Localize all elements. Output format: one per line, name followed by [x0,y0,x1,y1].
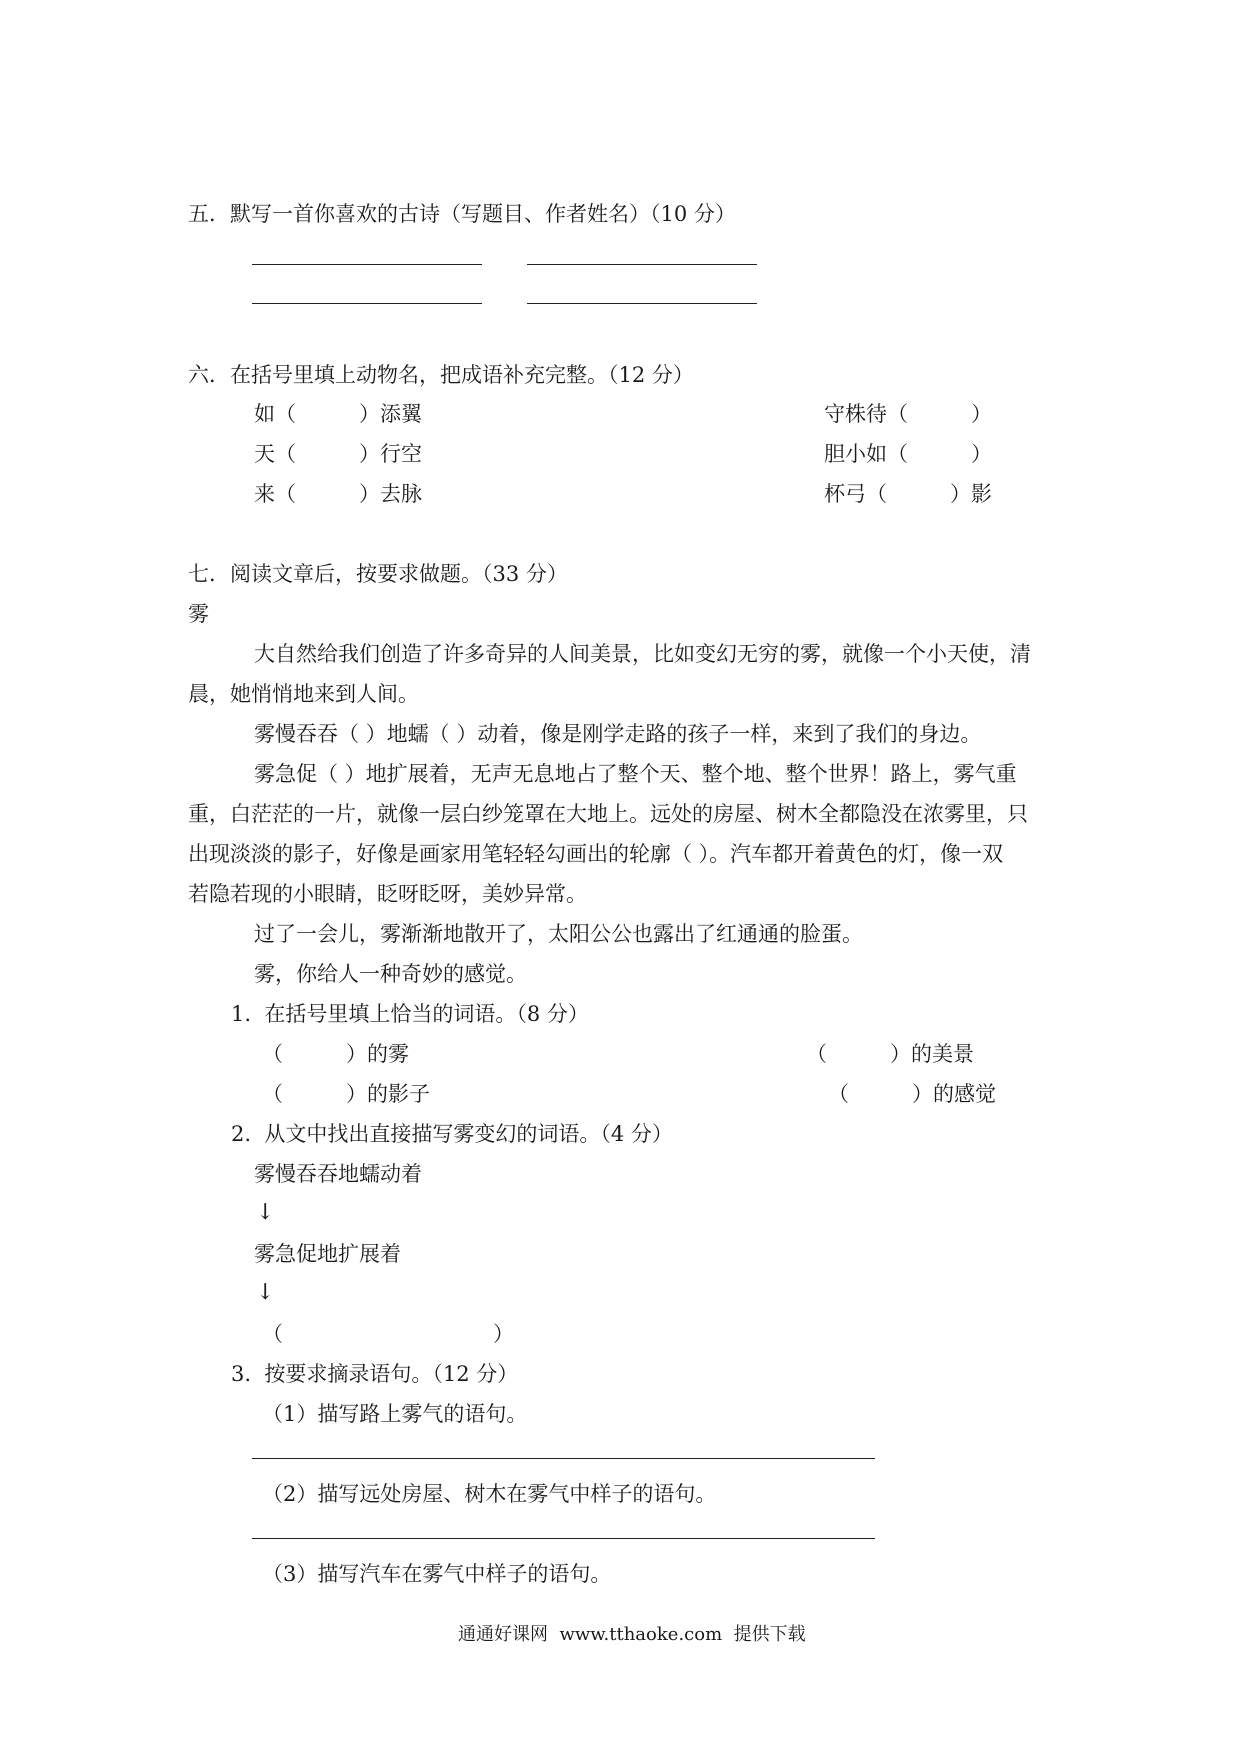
sub-question: （2）描写远处房屋、树木在雾气中样子的语句。 [262,1482,717,1506]
article-line: 若隐若现的小眼睛，眨呀眨呀，美妙异常。 [188,882,587,906]
fill-item: （ ）的雾 [262,1042,409,1066]
fill-blank: （ ） [262,1322,514,1346]
answer-line[interactable] [527,264,757,265]
idiom-item: 杯弓（ ）影 [824,482,992,506]
footer-text: 通通好课网 www.tthaoke.com 提供下载 [458,1624,806,1645]
article-line: 重，白茫茫的一片，就像一层白纱笼罩在大地上。远处的房屋、树木全都隐没在浓雾里，只 [188,802,1028,826]
sub-question: （1）描写路上雾气的语句。 [262,1402,528,1426]
section-6-heading: 六．在括号里填上动物名，把成语补充完整。（12 分） [188,363,694,387]
article-line: 大自然给我们创造了许多奇异的人间美景，比如变幻无穷的雾，就像一个小天使，清 [254,642,1031,666]
answer-line[interactable] [252,264,482,265]
idiom-item: 胆小如（ ） [824,442,992,466]
article-line: 雾慢吞吞（ ）地蠕（ ）动着，像是刚学走路的孩子一样，来到了我们的身边。 [254,722,982,746]
article-line: 过了一会儿，雾渐渐地散开了，太阳公公也露出了红通通的脸蛋。 [254,922,863,946]
answer-line[interactable] [252,1538,875,1539]
article-line: 雾，你给人一种奇妙的感觉。 [254,962,527,986]
sub-question: （3）描写汽车在雾气中样子的语句。 [262,1562,612,1586]
down-arrow-icon: ↓ [256,1200,275,1225]
step-text: 雾慢吞吞地蠕动着 [254,1162,422,1186]
article-line: 晨，她悄悄地来到人间。 [188,682,419,706]
answer-line[interactable] [252,303,482,304]
article-title: 雾 [188,602,209,626]
idiom-item: 如（ ）添翼 [254,402,422,426]
section-7-heading: 七．阅读文章后，按要求做题。（33 分） [188,562,568,586]
section-5-heading: 五．默写一首你喜欢的古诗（写题目、作者姓名）（10 分） [188,202,736,226]
fill-item: （ ）的美景 [806,1042,974,1066]
question-3-label: 3. 按要求摘录语句。（12 分） [231,1362,519,1386]
question-2-label: 2. 从文中找出直接描写雾变幻的词语。（4 分） [231,1122,673,1146]
idiom-item: 天（ ）行空 [254,442,422,466]
question-1-label: 1. 在括号里填上恰当的词语。（8 分） [231,1002,589,1026]
fill-item: （ ）的影子 [262,1082,430,1106]
fill-item: （ ）的感觉 [828,1082,996,1106]
answer-line[interactable] [527,303,757,304]
idiom-item: 来（ ）去脉 [254,482,422,506]
down-arrow-icon: ↓ [256,1280,275,1305]
answer-line[interactable] [252,1458,875,1459]
article-line: 出现淡淡的影子，好像是画家用笔轻轻勾画出的轮廓（ ）。汽车都开着黄色的灯，像一双 [188,842,1004,866]
idiom-item: 守株待（ ） [824,402,992,426]
step-text: 雾急促地扩展着 [254,1242,401,1266]
article-line: 雾急促（ ）地扩展着，无声无息地占了整个天、整个地、整个世界！路上，雾气重 [254,762,1017,786]
